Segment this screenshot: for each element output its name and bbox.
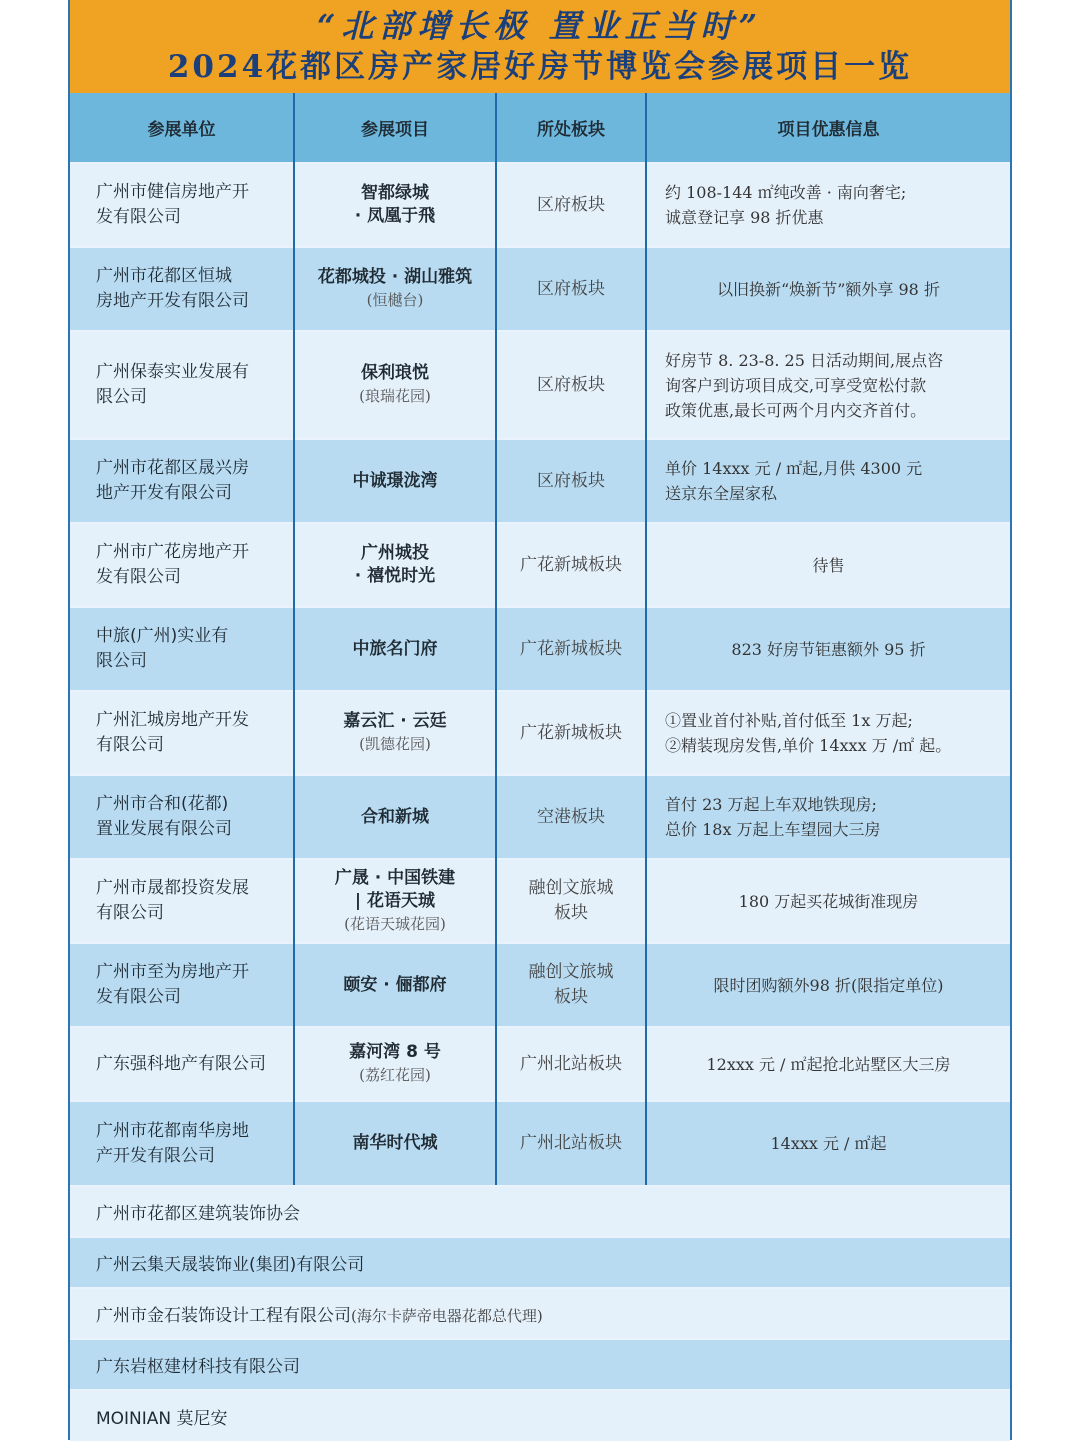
table-row — [70, 943, 1010, 1027]
header-offer: 项目优惠信息 — [646, 93, 1010, 163]
project-cell — [294, 439, 496, 523]
project-cell — [294, 859, 496, 943]
decor-company-name: 广州市花都区建筑装饰协会 — [96, 1204, 300, 1224]
projects-table — [70, 93, 1010, 1185]
project-cell — [294, 331, 496, 439]
offer-line: 询客户到访项目成交,可享受宽松付款 — [665, 375, 927, 395]
project-cell — [294, 523, 496, 607]
table-row — [70, 775, 1010, 859]
offer-line: ①置业首付补贴,首付低至 1x 万起; — [665, 711, 913, 730]
table-row — [70, 439, 1010, 523]
area-name: 板块 — [554, 987, 588, 1007]
project-name: · 禧悦时光 — [354, 566, 436, 586]
exhibitor-name: 广州市至为房地产开 — [96, 962, 249, 982]
area-cell — [496, 1027, 646, 1101]
table-row — [70, 691, 1010, 775]
offer-cell — [646, 331, 1010, 439]
offer-cell — [646, 1027, 1010, 1101]
project-name: 颐安 · 俪都府 — [343, 974, 447, 995]
table-row — [70, 607, 1010, 691]
decor-company-name: 广东岩枢建材科技有限公司 — [96, 1357, 300, 1377]
area-name: 区府板块 — [537, 470, 605, 491]
decor-company-cell — [70, 1288, 1010, 1339]
project-name: 南华时代城 — [352, 1133, 438, 1153]
offer-line: 14xxx 元 / ㎡起 — [770, 1134, 887, 1153]
table-row — [70, 331, 1010, 439]
decoration-companies-table — [70, 1185, 1010, 1441]
table-row — [70, 1027, 1010, 1101]
project-name: | 花语天珹 — [354, 890, 436, 911]
table-row — [70, 859, 1010, 943]
exhibitor-cell — [70, 331, 294, 439]
offer-line: ②精装现房发售,单价 14xxx 万 /㎡ 起。 — [665, 736, 952, 755]
exhibitor-cell — [70, 247, 294, 331]
exhibitor-name: 产开发有限公司 — [96, 1145, 215, 1166]
decor-company-cell — [70, 1186, 1010, 1237]
area-name: 融创文旅城 — [528, 878, 614, 898]
decor-company-name: 广州云集天晟装饰业(集团)有限公司 — [96, 1255, 365, 1275]
area-cell — [496, 691, 646, 775]
offer-line: 12xxx 元 / ㎡起抢北站墅区大三房 — [706, 1054, 951, 1074]
exhibitor-name: 限公司 — [96, 387, 147, 407]
offer-cell — [646, 1101, 1010, 1185]
exhibitor-name: 中旅(广州)实业有 — [96, 626, 229, 646]
exhibitor-name: 有限公司 — [96, 903, 164, 923]
offer-line: 诚意登记享 98 折优惠 — [665, 208, 824, 227]
offer-cell — [646, 163, 1010, 247]
project-cell — [294, 1027, 496, 1101]
table-row — [70, 163, 1010, 247]
project-name: 保利琅悦 — [361, 363, 429, 383]
offer-cell — [646, 523, 1010, 607]
offer-line: 政策优惠,最长可两个月内交齐首付。 — [665, 400, 927, 420]
offer-line: 总价 18x 万起上车望园大三房 — [665, 820, 881, 839]
exhibitor-cell — [70, 1027, 294, 1101]
exhibitor-cell — [70, 859, 294, 943]
project-subname: (琅瑞花园) — [359, 387, 431, 405]
list-item — [70, 1339, 1010, 1390]
project-subname: (恒樾台) — [366, 291, 424, 309]
exhibitor-name: 广州市广花房地产开 — [96, 542, 249, 562]
offer-cell — [646, 247, 1010, 331]
area-cell — [496, 439, 646, 523]
offer-line: 以旧换新“焕新节”额外享 98 折 — [717, 279, 940, 299]
table-row — [70, 523, 1010, 607]
offer-line: 限时团购额外98 折(限指定单位) — [713, 975, 944, 995]
area-name: 区府板块 — [537, 278, 605, 299]
table-header-row — [70, 93, 1010, 163]
exhibition-sheet — [68, 0, 1012, 1440]
header-project: 参展项目 — [294, 93, 496, 163]
header-area: 所处板块 — [496, 93, 646, 163]
project-name: 广晟 · 中国铁建 — [334, 867, 456, 888]
offer-cell — [646, 943, 1010, 1027]
exhibitor-name: 广州市合和(花都) — [96, 794, 229, 814]
decor-company-cell — [70, 1390, 1010, 1441]
area-name: 广花新城板块 — [520, 554, 622, 575]
exhibitor-name: 有限公司 — [96, 735, 164, 755]
exhibitor-name: 广州市健信房地产开 — [96, 182, 249, 202]
decor-company-name: 广州市金石装饰设计工程有限公司 — [96, 1306, 351, 1326]
area-name: 区府板块 — [537, 374, 605, 395]
exhibitor-name: 广州保泰实业发展有 — [96, 362, 249, 382]
project-subname: (荔红花园) — [359, 1066, 431, 1084]
decor-company-cell — [70, 1339, 1010, 1390]
project-cell — [294, 247, 496, 331]
area-cell — [496, 331, 646, 439]
table-row — [70, 247, 1010, 331]
table-row — [70, 1101, 1010, 1185]
area-name: 空港板块 — [537, 806, 605, 827]
exhibitor-name: 广州汇城房地产开发 — [96, 710, 249, 730]
list-item — [70, 1237, 1010, 1288]
area-name: 板块 — [554, 903, 588, 923]
offer-cell — [646, 691, 1010, 775]
project-name: 智都绿城 — [361, 183, 429, 203]
offer-line: 送京东全屋家私 — [665, 484, 778, 503]
project-cell — [294, 607, 496, 691]
area-name: 融创文旅城 — [528, 962, 614, 982]
offer-line: 首付 23 万起上车双地铁现房; — [665, 795, 877, 814]
project-name: 合和新城 — [361, 806, 429, 827]
decor-company-note: (海尔卡萨帝电器花都总代理) — [351, 1307, 543, 1325]
exhibitor-name: 发有限公司 — [96, 567, 181, 587]
banner-slogan: “北部增长极 置业正当时” — [317, 7, 763, 45]
offer-cell — [646, 775, 1010, 859]
offer-cell — [646, 439, 1010, 523]
project-name: · 凤凰于飛 — [354, 206, 436, 226]
exhibitor-cell — [70, 439, 294, 523]
area-cell — [496, 247, 646, 331]
area-name: 广州北站板块 — [520, 1133, 622, 1153]
area-cell — [496, 523, 646, 607]
exhibitor-cell — [70, 943, 294, 1027]
exhibitor-cell — [70, 691, 294, 775]
list-item — [70, 1288, 1010, 1339]
project-name: 广州城投 — [361, 543, 429, 563]
project-cell — [294, 943, 496, 1027]
exhibitor-name: 广州市晟都投资发展 — [96, 878, 249, 898]
exhibitor-name: 地产开发有限公司 — [96, 483, 232, 503]
exhibitor-cell — [70, 523, 294, 607]
project-name: 中旅名门府 — [352, 638, 438, 659]
project-cell — [294, 775, 496, 859]
project-cell — [294, 163, 496, 247]
project-name: 嘉河湾 8 号 — [349, 1042, 441, 1062]
project-subname: (花语天珹花园) — [344, 914, 446, 933]
offer-line: 180 万起买花城街准现房 — [738, 891, 919, 911]
area-cell — [496, 1101, 646, 1185]
header-exhibitor: 参展单位 — [70, 93, 294, 163]
project-cell — [294, 1101, 496, 1185]
area-name: 广州北站板块 — [520, 1053, 622, 1074]
area-cell — [496, 775, 646, 859]
area-name: 广花新城板块 — [520, 722, 622, 743]
area-cell — [496, 607, 646, 691]
offer-cell — [646, 859, 1010, 943]
project-subname: (凯德花园) — [359, 735, 431, 753]
area-name: 区府板块 — [537, 194, 605, 215]
decor-company-cell — [70, 1237, 1010, 1288]
offer-line: 约 108-144 ㎡纯改善 · 南向奢宅; — [665, 183, 907, 202]
exhibitor-name: 广东强科地产有限公司 — [96, 1053, 266, 1074]
exhibitor-name: 广州市花都区恒城 — [96, 266, 232, 286]
exhibitor-name: 置业发展有限公司 — [96, 819, 232, 839]
list-item — [70, 1390, 1010, 1441]
exhibitor-name: 广州市花都南华房地 — [96, 1120, 249, 1141]
exhibitor-cell — [70, 1101, 294, 1185]
area-cell — [496, 163, 646, 247]
exhibitor-name: 房地产开发有限公司 — [96, 291, 249, 311]
offer-line: 好房节 8. 23-8. 25 日活动期间,展点咨 — [665, 350, 944, 370]
area-name: 广花新城板块 — [520, 638, 622, 659]
exhibitor-name: 发有限公司 — [96, 987, 181, 1007]
exhibitor-cell — [70, 163, 294, 247]
exhibitor-cell — [70, 607, 294, 691]
project-name: 花都城投 · 湖山雅筑 — [317, 267, 473, 287]
title-banner — [70, 0, 1010, 93]
project-name: 嘉云汇 · 云廷 — [343, 711, 447, 731]
offer-line: 待售 — [812, 555, 845, 575]
area-cell — [496, 859, 646, 943]
offer-cell — [646, 607, 1010, 691]
offer-line: 单价 14xxx 元 / ㎡起,月供 4300 元 — [665, 459, 923, 478]
exhibitor-name: 限公司 — [96, 651, 147, 671]
area-cell — [496, 943, 646, 1027]
project-name: 中诚璟泷湾 — [352, 470, 438, 491]
exhibitor-cell — [70, 775, 294, 859]
banner-title: 2024花都区房产家居好房节博览会参展项目一览 — [167, 49, 913, 85]
exhibitor-name: 发有限公司 — [96, 207, 181, 227]
decor-company-name: MOINIAN 莫尼安 — [96, 1408, 228, 1429]
list-item — [70, 1186, 1010, 1237]
project-cell — [294, 691, 496, 775]
exhibitor-name: 广州市花都区晟兴房 — [96, 458, 249, 478]
offer-line: 823 好房节钜惠额外 95 折 — [731, 639, 926, 659]
